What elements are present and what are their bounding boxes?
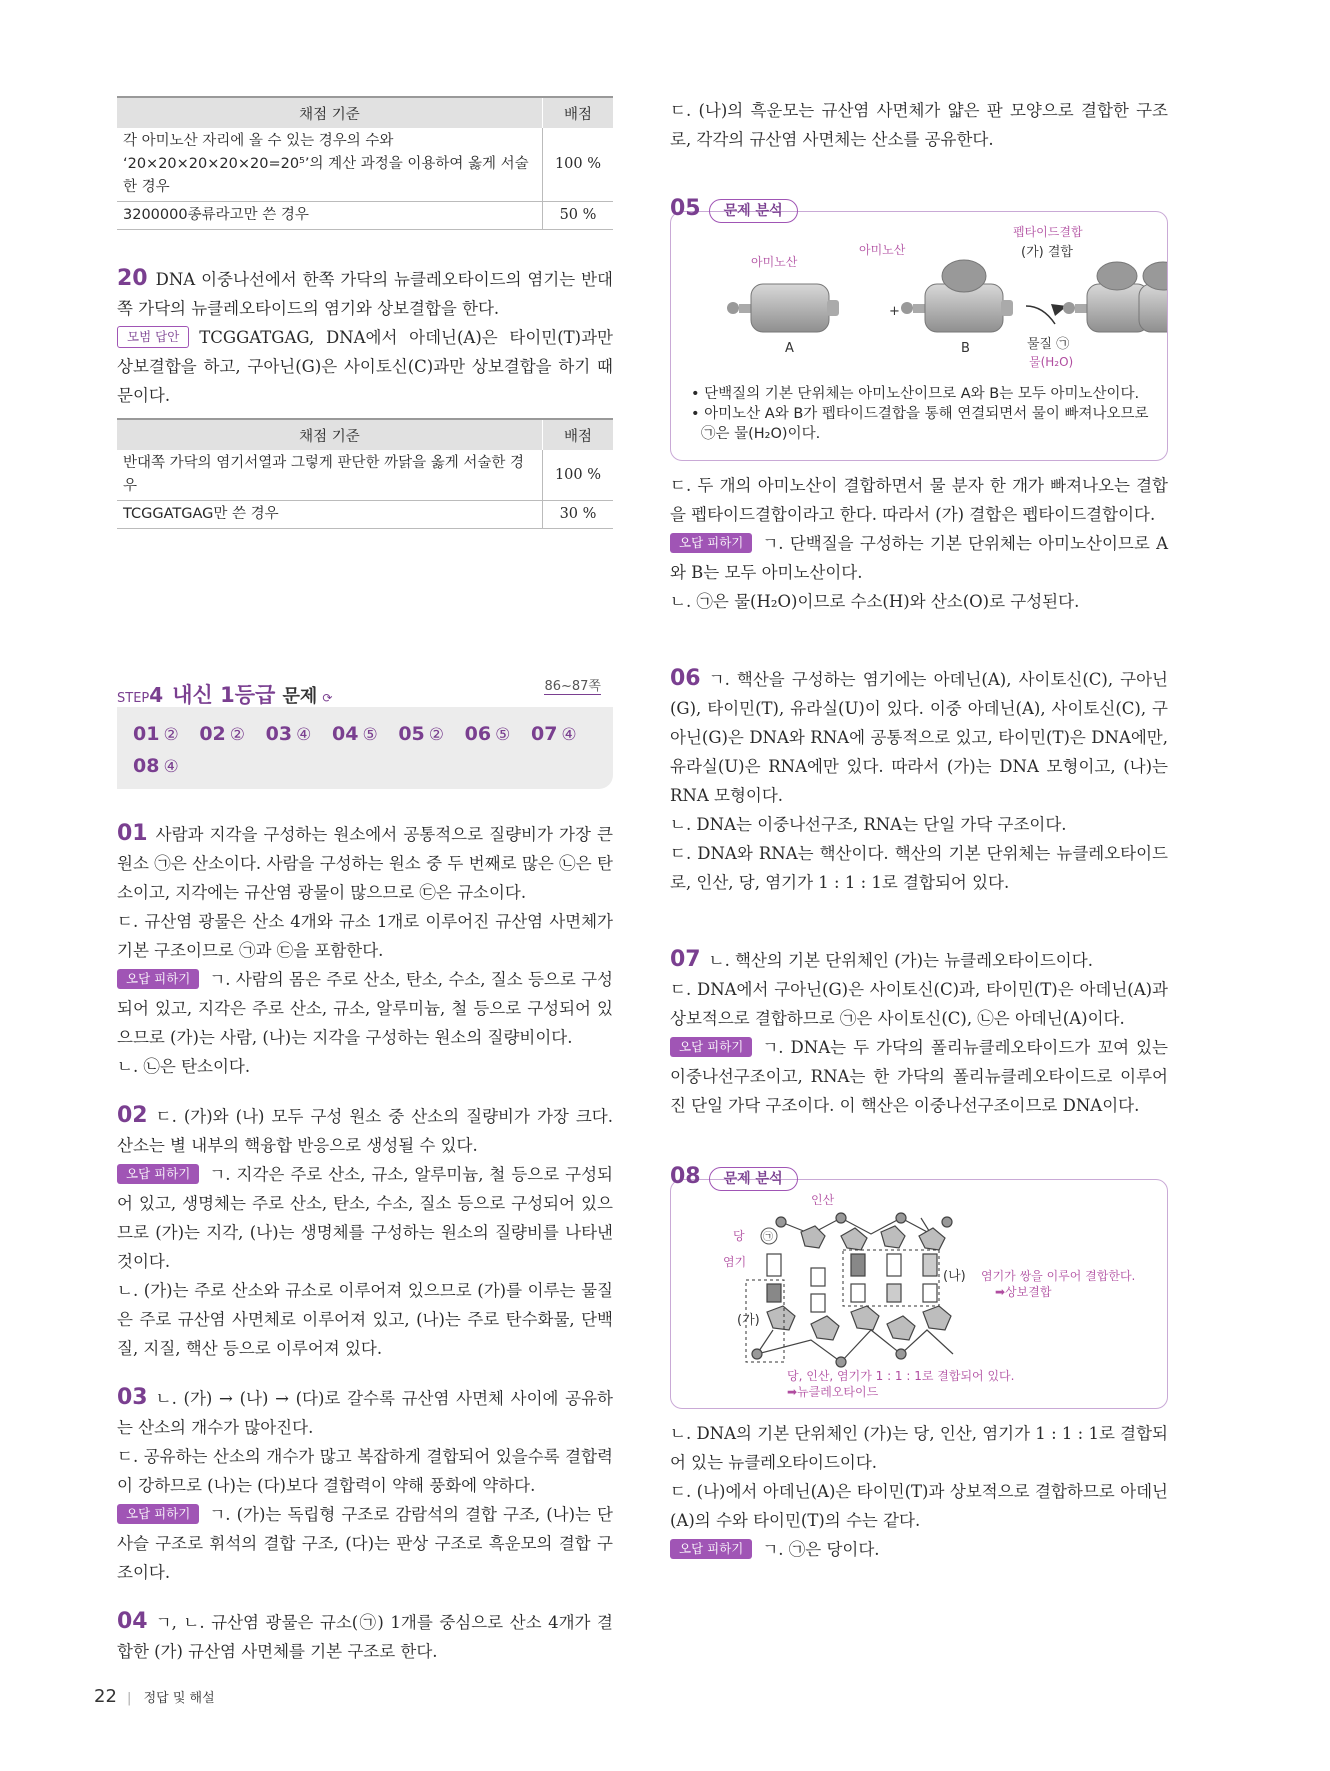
wrong-answer-tag: 오답 피하기 <box>670 533 752 553</box>
page-footer: 22 | 정답 및 해설 <box>94 1686 215 1707</box>
question-04-continued: ㄷ. (나)의 흑운모는 규산염 사면체가 얇은 판 모양으로 결합한 구조로, 각각의 규산염 사면체는 산소를 공유한다. <box>670 101 1168 149</box>
question-07: 07 ㄴ. 핵산의 기본 단위체인 (가)는 뉴클레오타이드이다. ㄷ. DNA에서 구아닌(G)은 사이토신(C)과, 타이민(T)은 아데닌(A)과 상보적으로 결합하므로 ㉠은 사이토신(C), ㉡은 아데닌(A)이다. 오답 피하기 ㄱ. DNA는 두 가닥의 폴리뉴클레오타이드가 꼬여 있는 이중나선구조이고, RNA는 한 가닥의 폴리뉴클레오타이드로 이루어진 단일 가닥 구조이다. 이 핵산은 이중나선구조이므로 DNA이다. <box>670 947 1168 1115</box>
wrong-answer-tag: 오답 피하기 <box>670 1037 752 1057</box>
answer-item: 05 ② <box>398 723 445 745</box>
wrong-answer-tag: 오답 피하기 <box>670 1539 752 1559</box>
scoring-table-20 <box>117 418 613 529</box>
svg-text:➡상보결합: ➡상보결합 <box>995 1285 1052 1299</box>
answer-key-box <box>117 707 613 789</box>
analysis-box-08 <box>670 1179 1168 1409</box>
answer-item: 04 ⑤ <box>331 723 378 745</box>
svg-text:(가): (가) <box>737 1313 760 1328</box>
svg-text:(가) 결합: (가) 결합 <box>1021 245 1073 260</box>
answer-item: 07 ④ <box>530 723 577 745</box>
answer-item: 02 ② <box>199 723 246 745</box>
svg-text:염기가 쌍을 이루어 결합한다.: 염기가 쌍을 이루어 결합한다. <box>981 1269 1136 1283</box>
answer-list <box>117 707 613 795</box>
step4-header: STEP4 내신 1등급 문제 ⟳ 86~87쪽 01 ② 02 ② 03 ④ 04 ⑤ 05 ② 06 ⑤ 07 ④ 08 ④ <box>117 679 613 789</box>
svg-text:물(H₂O): 물(H₂O) <box>1029 355 1074 369</box>
table-row: 반대쪽 가닥의 염기서열과 그렇게 판단한 까닭을 옳게 서술한 경우 100 % <box>117 450 613 501</box>
step-curl-icon: ⟳ <box>322 691 333 705</box>
svg-text:아미노산: 아미노산 <box>751 255 798 269</box>
table-header-score: 배점 <box>543 97 614 128</box>
answer-item: 06 ⑤ <box>464 723 511 745</box>
problem-analysis-tag: 문제 분석 <box>709 1167 798 1191</box>
svg-text:➡뉴클레오타이드: ➡뉴클레오타이드 <box>787 1385 879 1399</box>
footer-label: 정답 및 해설 <box>143 1691 215 1706</box>
svg-text:당, 인산, 염기가 1 : 1 : 1로 결합되어 있다.: 당, 인산, 염기가 1 : 1 : 1로 결합되어 있다. <box>787 1369 1015 1383</box>
bullet-item: • 단백질의 기본 단위체는 아미노산이므로 A와 B는 모두 아미노산이다. <box>691 386 1140 402</box>
question-01: 01 사람과 지각을 구성하는 원소에서 공통적으로 질량비가 가장 큰 원소 ㉠은 산소이다. 사람을 구성하는 원소 중 두 번째로 많은 ㉡은 탄소이고, 지각에는 규산염 광물이 많으므로 ㉢은 규소이다. ㄷ. 규산염 광물은 산소 4개와 규소 1개로 이루어진 규산염 사면체가 기본 구조이므로 ㉠과 ㉢을 포함한다. 오답 피하기 ㄱ. 사람의 몸은 주로 산소, 탄소, 수소, 질소 등으로 구성되어 있고, 지각은 주로 산소, 규소, 알루미늄, 철 등으로 구성되어 있으므로 (가)는 사람, (나)는 지각을 구성하는 원소의 질량비이다. ㄴ. ㉡은 탄소이다. <box>117 821 613 1076</box>
table-header-criteria: 채점 기준 <box>117 419 543 450</box>
peptide-diagram <box>671 220 1167 380</box>
model-answer-tag: 모범 답안 <box>117 326 189 348</box>
left-column <box>117 96 613 1666</box>
question-20: 20 DNA 이중나선에서 한쪽 가닥의 뉴클레오타이드의 염기는 반대쪽 가닥의 뉴클레오타이드의 염기와 상보결합을 한다. 모범 답안 TCGGATGAG, DNA에서 아데닌(A)은 타이민(T)과만 상보결합을 하고, 구아닌(G)은 사이토신(C)과만 상보결합을 하기 때문이다. <box>117 266 613 405</box>
amino-acid-b <box>901 260 1013 332</box>
table-row: TCGGATGAG만 쓴 경우 30 % <box>117 501 613 529</box>
wrong-answer-tag: 오답 피하기 <box>117 1164 199 1184</box>
problem-analysis-tag: 문제 분석 <box>709 199 798 223</box>
answer-item: 03 ④ <box>265 723 312 745</box>
svg-text:인산: 인산 <box>811 1193 835 1207</box>
svg-text:B: B <box>961 341 970 356</box>
dipeptide <box>1063 262 1167 332</box>
amino-acid-a <box>727 284 839 332</box>
table-row: 3200000종류라고만 쓴 경우 50 % <box>117 202 613 230</box>
svg-text:A: A <box>785 341 794 356</box>
question-03: 03 ㄴ. (가) → (나) → (다)로 갈수록 규산염 사면체 사이에 공유하는 산소의 개수가 많아진다. ㄷ. 공유하는 산소의 개수가 많고 복잡하게 결합되어 있을수록 결합력이 강하므로 (나)는 (다)보다 결합력이 약해 풍화에 약하다. 오답 피하기 ㄱ. (가)는 독립형 구조로 감람석의 결합 구조, (나)는 단사슬 구조로 휘석의 결합 구조, (다)는 판상 구조로 흑운모의 결합 구조이다. <box>117 1385 613 1582</box>
svg-text:당: 당 <box>733 1229 745 1243</box>
svg-text:㉠: ㉠ <box>763 1232 773 1243</box>
svg-text:펩타이드결합: 펩타이드결합 <box>1013 225 1083 239</box>
question-04: 04 ㄱ, ㄴ. 규산염 광물은 규소(㉠) 1개를 중심으로 산소 4개가 결합한 (가) 규산염 사면체를 기본 구조로 한다. <box>117 1609 613 1661</box>
table-header-score: 배점 <box>543 419 614 450</box>
table-header-criteria: 채점 기준 <box>117 97 543 128</box>
table-row: 각 아미노산 자리에 올 수 있는 경우의 수와 ‘20×20×20×20×20=20⁵’의 계산 과정을 이용하여 옳게 서술 한 경우 100 % <box>117 128 613 202</box>
question-08: 08 문제 분석 ㉠ 인산 당 염기 (가) (나) 염기가 쌍을 이루어 결합한다. ➡상보결합 당, 인산, 염기가 1 : 1 : 1로 결합되어 있다. ➡뉴클레오타이드 ㄴ. DNA의 기본 단위체인 (가)는 당, 인산, 염기가 1 : 1 : 1로 결합되어 있는 뉴클레오타이드이다. ㄷ. (나)에서 아데닌(A)은 타이민(T)과 상보적으로 결합하므로 아데닌(A)의 수와 타이민(T)의 수는 같다. 오답 피하기 ㄱ. ㉠은 당이다. <box>670 1164 1168 1559</box>
wrong-answer-tag: 오답 피하기 <box>117 1504 199 1524</box>
question-06: 06 ㄱ. 핵산을 구성하는 염기에는 아데닌(A), 사이토신(C), 구아닌(G), 타이민(T), 유라실(U)이 있다. 이중 아데닌(A), 사이토신(C), 구아닌(G)은 DNA와 RNA에 공통적으로 있고, 타이민(T)은 DNA에만, 유라실(U)은 RNA에만 있다. 따라서 (가)는 DNA 모형이고, (나)는 RNA 모형이다. ㄴ. DNA는 이중나선구조, RNA는 단일 가닥 구조이다. ㄷ. DNA와 RNA는 핵산이다. 핵산의 기본 단위체는 뉴클레오타이드로, 인산, 당, 염기가 1 : 1 : 1로 결합되어 있다. <box>670 666 1168 892</box>
wrong-answer-tag: 오답 피하기 <box>117 969 199 989</box>
svg-text:아미노산: 아미노산 <box>859 243 906 257</box>
svg-text:물질 ㉠: 물질 ㉠ <box>1027 337 1070 352</box>
page-number: 22 <box>94 1686 117 1707</box>
bullet-item: • 아미노산 A와 B가 펩타이드결합을 통해 연결되면서 물이 빠져나오므로 ㉠은 물(H₂O)이다. <box>691 406 1149 442</box>
svg-text:+: + <box>889 304 900 319</box>
page-range: 86~87쪽 <box>544 675 601 695</box>
right-column <box>670 96 1168 1564</box>
svg-text:(나): (나) <box>943 1269 966 1284</box>
answer-item: 08 ④ <box>133 755 179 777</box>
analysis-box-05 <box>670 211 1168 461</box>
dna-diagram <box>671 1184 1167 1406</box>
svg-text:염기: 염기 <box>723 1255 747 1269</box>
analysis-bullets <box>691 384 1153 444</box>
scoring-table-19 <box>117 96 613 230</box>
answer-item: 01 ② <box>133 723 179 745</box>
question-02: 02 ㄷ. (가)와 (나) 모두 구성 원소 중 산소의 질량비가 가장 크다. 산소는 별 내부의 핵융합 반응으로 생성될 수 있다. 오답 피하기 ㄱ. 지각은 주로 산소, 규소, 알루미늄, 철 등으로 구성되어 있고, 생명체는 주로 산소, 탄소, 수소, 질소 등으로 구성되어 있으므로 (가)는 지각, (나)는 생명체를 구성하는 원소의 질량비를 나타낸 것이다. ㄴ. (가)는 주로 산소와 규소로 이루어져 있으므로 (가)를 이루는 물질은 주로 규산염 사면체로 이루어져 있고, (나)는 주로 탄수화물, 단백질, 지질, 핵산 등으로 이루어져 있다. <box>117 1103 613 1358</box>
question-05: 05 문제 분석 + 아미노산 아미노산 펩타이드결합 (가) 결합 A B 물질 ㉠ 물(H₂O) • 단백질의 기본 단위체는 아미노산이므로 A와 B는 모두 아미노산이다. • 아미노산 A와 B가 펩타이드결합을 통해 연결되면서 물이 빠져나오므로 ㉠은 물(H₂O)이다. ㄷ. 두 개의 아미노산이 결합하면서 물 분자 한 개가 빠져나오는 결합을 펩타이드결합이라고 한다. 따라서 (가) 결합은 펩타이드결합이다. 오답 피하기 ㄱ. 단백질을 구성하는 기본 단위체는 아미노산이므로 A와 B는 모두 아미노산이다. ㄴ. ㉠은 물(H₂O)이므로 수소(H)와 산소(O)로 구성된다. <box>670 196 1168 616</box>
reaction-arrow-icon <box>1026 306 1055 324</box>
